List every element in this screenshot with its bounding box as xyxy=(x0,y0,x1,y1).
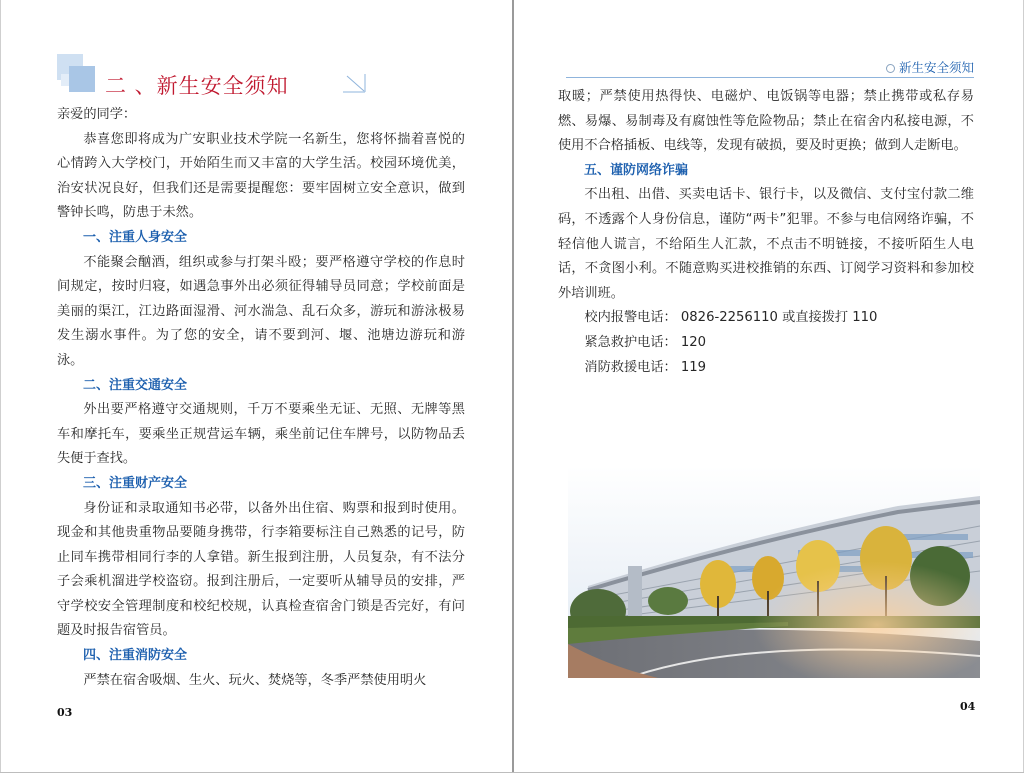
hotline-ambulance: 紧急救护电话： 120 xyxy=(584,334,707,350)
fraud-prevention-paragraph: 不出租、出借、买卖电话卡、银行卡，以及微信、支付宝付款二维码，不透露个人身份信息，谨防“两卡”犯罪。不参与电信网络诈骗，不轻信他人谎言，不给陌生人汇款，不点击不明链接，不接听陌生人电话，不贪图小利。不随意购买进校推销的东西、订阅学习资料和参加校外培训班。 xyxy=(558,187,974,301)
heading-fire-safety: 四、注重消防安全 xyxy=(83,648,188,664)
heading-fraud-prevention: 五、谨防网络诈骗 xyxy=(584,162,689,178)
right-page xyxy=(514,0,1024,773)
circle-bullet-icon xyxy=(886,64,895,73)
greeting: 亲爱的同学： xyxy=(57,107,137,122)
personal-safety-paragraph: 不能聚会酗酒，组织或参与打架斗殴；要严格遵守学校的作息时间规定，按时归寝，如遇急事外出必须征得辅导员同意；学校前面是美丽的渠江，江边路面湿滑、河水湍急、乱石众多，游玩和游泳极易发生溺水事件。为了您的安全，请不要到河、堰、池塘边游玩和游泳。 xyxy=(57,254,465,368)
section-title: 二 、新生安全须知 xyxy=(105,74,289,98)
fire-safety-paragraph: 严禁在宿舍吸烟、生火、玩火、焚烧等，冬季严禁使用明火 xyxy=(83,672,427,688)
property-safety-paragraph: 身份证和录取通知书必带，以备外出住宿、购票和报到时使用。现金和其他贵重物品要随身携带，行李箱要标注自己熟悉的记号，防止同车携带相同行李的人拿错。新生报到注册，人员复杂，有不法分子会乘机溜进学校盗窃。报到注册后，一定要听从辅导员的安排，严守学校安全管理制度和校纪校规，认真检查宿舍门锁是否完好，有问题及时报告宿管员。 xyxy=(57,500,465,639)
page-number-right: 04 xyxy=(960,700,976,713)
hotline-campus: 校内报警电话： 0826-2256110 或直接拨打 110 xyxy=(584,310,878,326)
heading-property-safety: 三、注重财产安全 xyxy=(83,475,188,491)
fire-safety-continued: 取暖；严禁使用热得快、电磁炉、电饭锅等电器；禁止携带或私存易燃、易爆、易制毒及有腐蚀性等危险物品；禁止在宿舍内私接电源，不使用不合格插板、电线等，发现有破损，要及时更换；做到人走断电。 xyxy=(558,89,974,154)
page-number-left: 03 xyxy=(57,706,73,719)
hotline-fire: 消防救援电话： 119 xyxy=(584,359,707,375)
right-body-text xyxy=(558,85,974,380)
diagonal-arrow-icon xyxy=(339,70,369,96)
left-body-text xyxy=(57,103,465,693)
title-decoration-squares xyxy=(57,54,97,94)
traffic-safety-paragraph: 外出要严格遵守交通规则，千万不要乘坐无证、无照、无牌等黑车和摩托车，要乘坐正规营运车辆，乘坐前记住车牌号，以防物品丢失便于查找。 xyxy=(57,402,465,467)
intro-paragraph: 恭喜您即将成为广安职业技术学院一名新生，您将怀揣着喜悦的心情跨入大学校门，开始陌生而又丰富的大学生活。校园环境优美，治安状况良好，但我们还是需要提醒您：要牢固树立安全意识，做到警钟长鸣，防患于未然。 xyxy=(57,131,465,221)
campus-building-illustration xyxy=(568,466,980,678)
campus-photo xyxy=(568,466,980,678)
running-header-title: 新生安全须知 xyxy=(898,60,974,75)
heading-personal-safety: 一、注重人身安全 xyxy=(83,229,188,245)
running-header xyxy=(566,58,974,78)
heading-traffic-safety: 二、注重交通安全 xyxy=(83,377,188,393)
